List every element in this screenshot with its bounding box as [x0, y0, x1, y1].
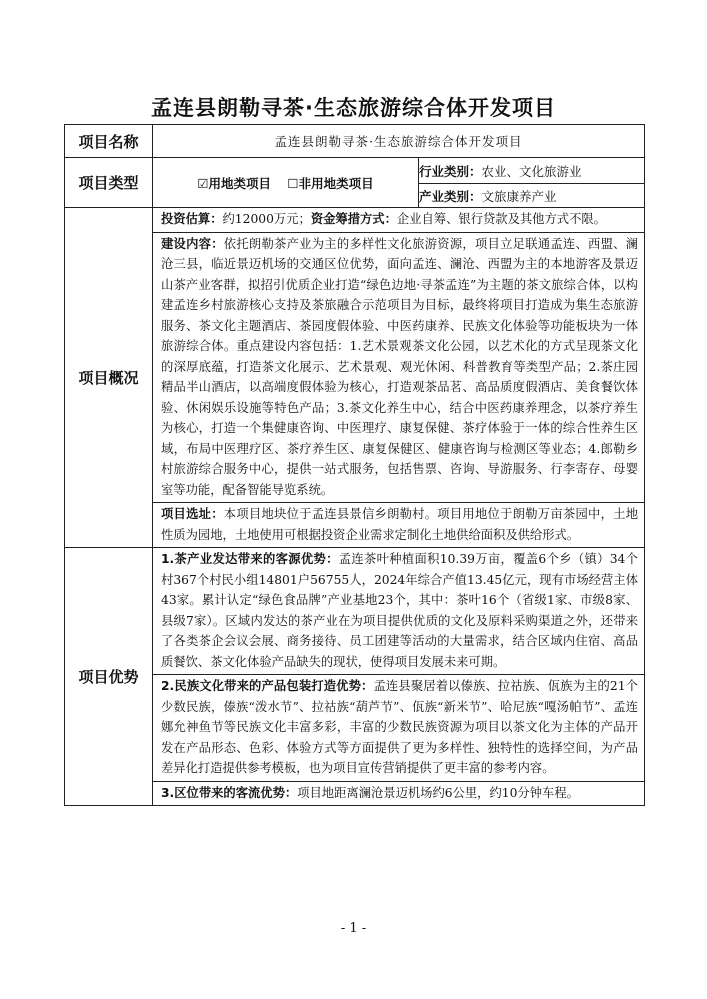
advantage-heading: 3.区位带来的客流优势：	[161, 785, 298, 800]
project-name-label: 项目名称	[65, 125, 153, 158]
construction-label: 建设内容：	[161, 236, 224, 251]
page-number: - 1 -	[340, 921, 367, 936]
advantage-label: 项目优势	[65, 548, 153, 806]
site-label: 项目选址：	[161, 507, 224, 521]
construction-value: 依托朗勒茶产业为主的多样性文化旅游资源，项目立足联通孟连、西盟、澜沧三县，临近景迈机场的交通区位优势，面向孟连、澜沧、西盟为主的本地游客及景迈山茶产业客群，拟招引优质企业打造“绿色边地·寻茶孟连”为主题的茶文旅综合体，以构建孟连乡村旅游核心支持及茶旅融合示范项目为目标，最终将项目打造成为集生态旅游服务、茶文化主题酒店、茶园度假体验、中医药康养、民族文化体验等功能板块为一体旅游综合体。重点建设内容包括：1.艺术景观茶文化公园，以艺术化的方式呈现茶文化的深厚底蕴，打造茶文化展示、艺术景观、观光休闲、科普教育等类型产品；2.茶庄园精品半山酒店，以高端度假体验为核心，打造观茶品茗、高品质度假酒店、美食餐饮体验、休闲娱乐设施等特色产品；3.茶文化养生中心，结合中医药康养理念，以茶疗养生为核心，打造一个集健康咨询、中医理疗、康复保健、茶疗体验于一体的综合性养生区域，布局中医理疗区、茶疗养生区、康复保健区、健康咨询与检测区等业态；4.郎勒乡村旅游综合服务中心，提供一站式服务，包括售票、咨询、导游服务、行李寄存、母婴室等功能，配备智能导览系统。	[161, 236, 639, 497]
site-value: 本项目地块位于孟连县景信乡朗勒村。项目用地位于朗勒万亩茶园中，土地性质为园地，土地使用可根据投资企业需求定制化土地供给面积及供给形式。	[161, 507, 638, 542]
advantage-text: 项目地距离澜沧景迈机场约6公里，约10分钟车程。	[297, 785, 579, 800]
row-project-type	[65, 158, 645, 184]
advantage-text: 孟连茶叶种植面积10.39万亩，覆盖6个乡（镇）34个村367个村民小组14801户56755人，2024年综合产值13.45亿元，现有市场经营主体43家。累计认定“绿色食品牌”产业基地23个，其中：茶叶16个（省级1家、市级8家、县级7家）。区域内发达的茶产业在为项目提供优质的文化及原料采购渠道之外，还带来了各类茶企会议会展、商务接待、员工团建等活动的大量需求，结合区域内住宿、高品质餐饮、茶文化体验产品缺失的现状，使得项目发展未来可期。	[161, 552, 639, 669]
site-paragraph	[153, 502, 644, 547]
advantage-text: 孟连县聚居着以傣族、拉祜族、佤族为主的21个少数民族，傣族“泼水节”、拉祜族“葫芦节”、佤族“新米节”、哈尼族“嘎汤帕节”、孟连娜允神鱼节等民族文化丰富多彩，丰富的少数民族资源为项目以茶文化为主体的产品开发在产品形态、色彩、体验方式等方面提供了更为多样性、独特性的选择空间，为产品差异化打造提供参考模板，也为项目宣传营销提供了更丰富的参考内容。	[161, 679, 639, 775]
advantage-content	[153, 548, 645, 806]
project-type-label: 项目类型	[65, 158, 153, 208]
product-category	[419, 184, 645, 208]
product-category-value: 文旅康养产业	[481, 188, 557, 204]
row-overview	[65, 208, 645, 548]
product-category-label: 产业类别：	[419, 188, 482, 204]
project-type-options	[153, 158, 419, 208]
row-project-name	[65, 125, 645, 158]
industry-category-label: 行业类别：	[419, 163, 482, 179]
overview-content	[153, 208, 645, 548]
advantage-item	[153, 781, 644, 806]
land-use-option: ☑用地类项目	[197, 175, 272, 191]
advantage-heading: 1.茶产业发达带来的客源优势：	[161, 552, 339, 566]
advantage-item	[153, 548, 644, 674]
investment-label: 投资估算：	[161, 212, 223, 226]
industry-category	[419, 158, 645, 184]
advantage-heading: 2.民族文化带来的产品包装打造优势：	[161, 679, 374, 693]
row-advantage	[65, 548, 645, 806]
industry-category-value: 农业、文化旅游业	[481, 163, 582, 179]
investment-paragraph	[153, 208, 644, 232]
overview-label: 项目概况	[65, 208, 153, 548]
investment-value: 约12000万元；	[222, 212, 311, 226]
funding-label: 资金筹措方式：	[310, 212, 397, 226]
advantage-item	[153, 674, 644, 781]
project-table	[64, 124, 645, 806]
non-land-use-option: ☐非用地类项目	[287, 175, 374, 191]
checked-box-icon: ☑	[197, 175, 209, 191]
project-name-value: 孟连县朗勒寻茶·生态旅游综合体开发项目	[153, 125, 645, 158]
construction-paragraph	[153, 232, 644, 503]
unchecked-box-icon: ☐	[287, 175, 299, 191]
document-title: 孟连县朗勒寻茶·生态旅游综合体开发项目	[151, 96, 556, 120]
funding-value: 企业自筹、银行贷款及其他方式不限。	[396, 212, 606, 226]
